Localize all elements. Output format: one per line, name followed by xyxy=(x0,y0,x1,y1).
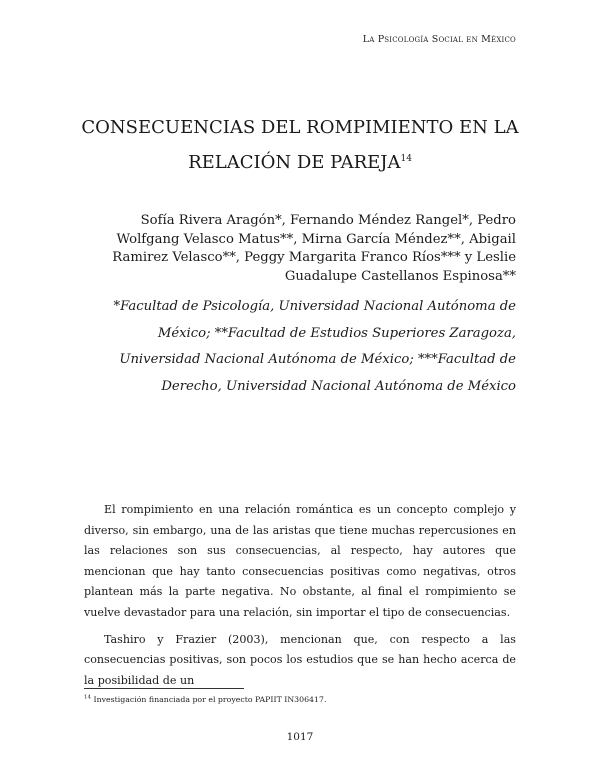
body-paragraph-1: El rompimiento en una relación romántica es un concepto complejo y diverso, sin embargo, una de las aristas que tiene muchas repercusiones en las relaciones son sus consecuencias, al respecto, hay autores que mencionan que hay tanto consecuencias positivas como negativas, otros plantean más la parte negativa. No obstante, al final el rompimiento se vuelve devastador para una relación, sin importar el tipo de consecuencias. xyxy=(84,503,516,619)
running-header: La Psicología Social en México xyxy=(362,34,516,45)
author-list: Sofía Rivera Aragón*, Fernando Méndez Rangel*, Pedro Wolfgang Velasco Matus**, Mirna García Méndez**, Abigail Ramirez Velasco**, Peggy Margarita Franco Ríos*** y Leslie Guadalupe Castellanos Espinosa** xyxy=(112,213,516,284)
title-line-1: CONSECUENCIAS DEL ROMPIMIENTO EN LA xyxy=(81,117,519,138)
article-title xyxy=(60,110,540,180)
footnote xyxy=(84,695,326,704)
footnote-marker: 14 xyxy=(84,694,91,701)
body-text xyxy=(84,500,516,691)
affiliation-block: *Facultad de Psicología, Universidad Nacional Autónoma de México; **Facultad de Estudios Superiores Zaragoza, Universidad Nacional Autónoma de México; ***Facultad de Derecho, Universidad Nacional Autónoma de México xyxy=(113,299,516,394)
title-line-2-text: RELACIÓN DE PAREJA xyxy=(188,152,401,173)
footnote-text: Investigación financiada por el proyecto PAPIIT IN306417. xyxy=(93,695,327,704)
footnote-divider xyxy=(84,688,244,689)
page-number: 1017 xyxy=(286,731,314,743)
title-line-2 xyxy=(60,145,540,180)
body-paragraph-2: Tashiro y Frazier (2003), mencionan que, con respecto a las consecuencias positivas, son pocos los estudios que se han hecho acerca de la posibilidad de un xyxy=(84,632,516,687)
title-footnote-marker[interactable]: 14 xyxy=(400,154,412,164)
